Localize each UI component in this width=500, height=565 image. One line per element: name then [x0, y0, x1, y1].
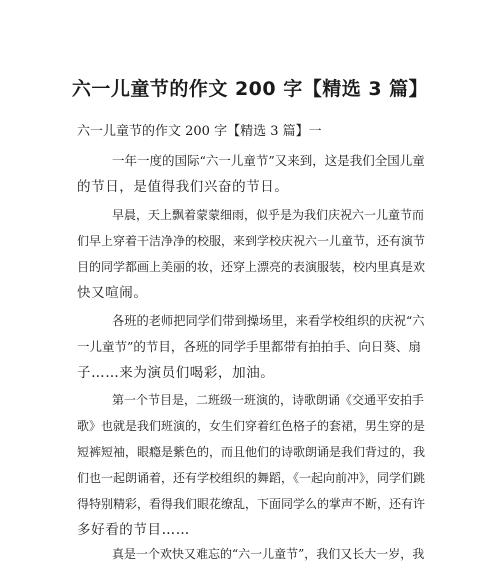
- document-subtitle: 六一儿童节的作文 200 字【精选 3 篇】一: [77, 124, 322, 139]
- paragraph-line: 快又喧闹。: [77, 285, 148, 301]
- paragraph-line: 子……来为演员们喝彩，加油。: [77, 365, 275, 381]
- paragraph-line: 歌》也就是我们班演的，女生们穿着红色格子的套裙，男生穿的是: [77, 419, 426, 433]
- paragraph-line: 多好看的节目……: [77, 522, 190, 538]
- paragraph-line: 们也一起朗诵着，还有学校组织的舞蹈，《一起向前冲》，同学们跳: [77, 471, 426, 485]
- paragraph-line: 真是一个欢快又难忘的“六一儿童节”，我们又长大一岁，我: [112, 547, 425, 561]
- paragraph-line: 目的同学都画上美丽的妆，还穿上漂亮的表演服装，校内里真是欢: [77, 260, 426, 274]
- document-title: 六一儿童节的作文 200 字【精选 3 篇】: [71, 78, 429, 100]
- paragraph-line: 一年一度的国际“六一儿童节”又来到，这是我们全国儿童: [112, 153, 425, 168]
- paragraph-line: 第一个节目是，二班级一班演的，诗歌朗诵《交通平安拍手: [112, 393, 425, 407]
- paragraph-line: 各班的老师把同学们带到操场里，来看学校组织的庆祝“六: [112, 314, 425, 328]
- paragraph-line: 早晨，天上飘着蒙蒙细雨，似乎是为我们庆祝六一儿童节而: [112, 208, 425, 222]
- paragraph-line: 短裤短袖，眼瘾是紫色的，而且他们的诗歌朗诵是我们背过的，我: [77, 445, 426, 459]
- paragraph-line: 的节日，是值得我们兴奋的节日。: [77, 179, 289, 195]
- paragraph-line: 们早上穿着干洁净净的校服，来到学校庆祝六一儿童节，还有演节: [77, 234, 426, 248]
- paragraph-line: 得特别精彩，看得我们眼花缭乱，下面同学么的掌声不断，还有许: [77, 497, 426, 511]
- paragraph-line: 一儿童节”的节目，各班的同学手里都带有拍拍手、向日葵、扇: [77, 339, 421, 354]
